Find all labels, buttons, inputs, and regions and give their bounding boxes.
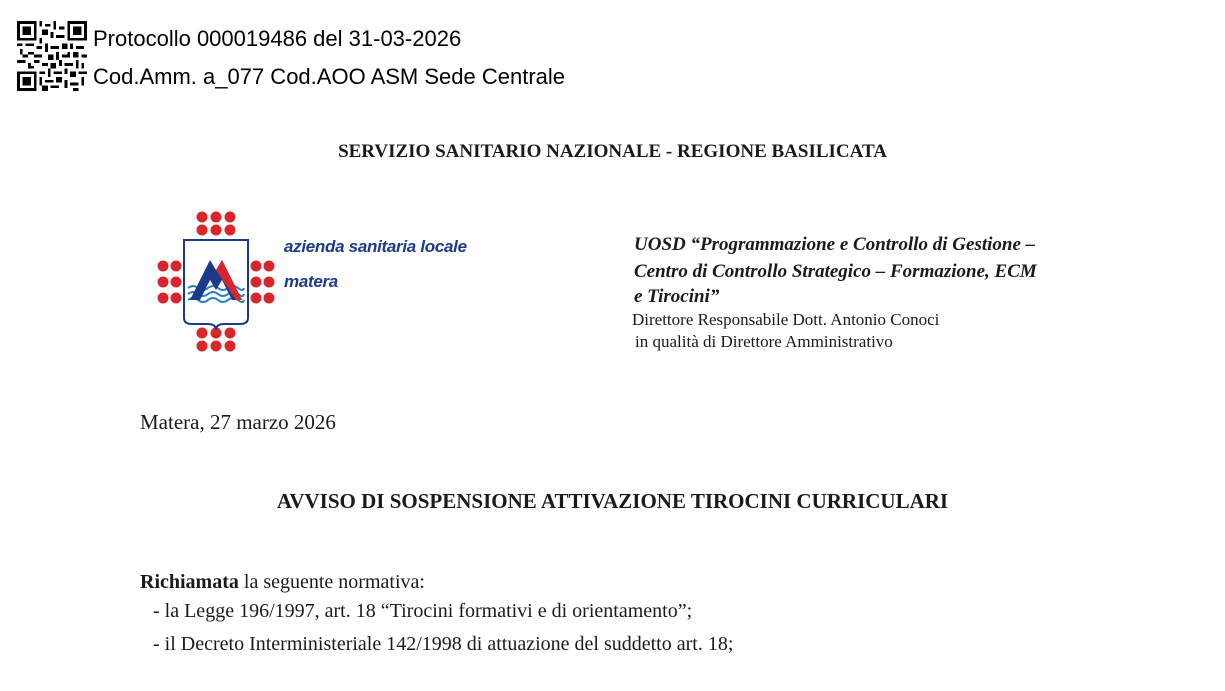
logo-text-line2: matera (284, 272, 338, 291)
qr-code-icon (17, 21, 87, 91)
asl-matera-logo-icon (154, 208, 278, 356)
list-item: - la Legge 196/1997, art. 18 “Tirocini formativi e di orientamento”; (153, 600, 693, 622)
list-item: - il Decreto Interministeriale 142/1998 di attuazione del suddetto art. 18; (153, 633, 734, 655)
protocol-number: Protocollo 000019486 del 31-03-2026 (93, 26, 462, 51)
service-heading: SERVIZIO SANITARIO NAZIONALE - REGIONE BASILICATA (338, 141, 887, 162)
body-intro (140, 571, 425, 594)
logo-text-line1: azienda sanitaria locale (284, 237, 467, 256)
unit-name-line3: e Tirocini” (634, 286, 720, 307)
document-date: Matera, 27 marzo 2026 (140, 410, 336, 434)
intro-rest: la seguente normativa: (238, 571, 425, 593)
director-role: in qualità di Direttore Amministrativo (635, 332, 893, 351)
protocol-codes: Cod.Amm. a_077 Cod.AOO ASM Sede Centrale (93, 64, 566, 89)
unit-name-line1: UOSD “Programmazione e Controllo di Gestione – (634, 234, 1036, 255)
document-subject: AVVISO DI SOSPENSIONE ATTIVAZIONE TIROCINI CURRICULARI (276, 489, 949, 513)
intro-bold-word: Richiamata (140, 571, 239, 593)
unit-name-line2: Centro di Controllo Strategico – Formazione, ECM (634, 261, 1037, 282)
director-name: Direttore Responsabile Dott. Antonio Conoci (632, 310, 940, 329)
